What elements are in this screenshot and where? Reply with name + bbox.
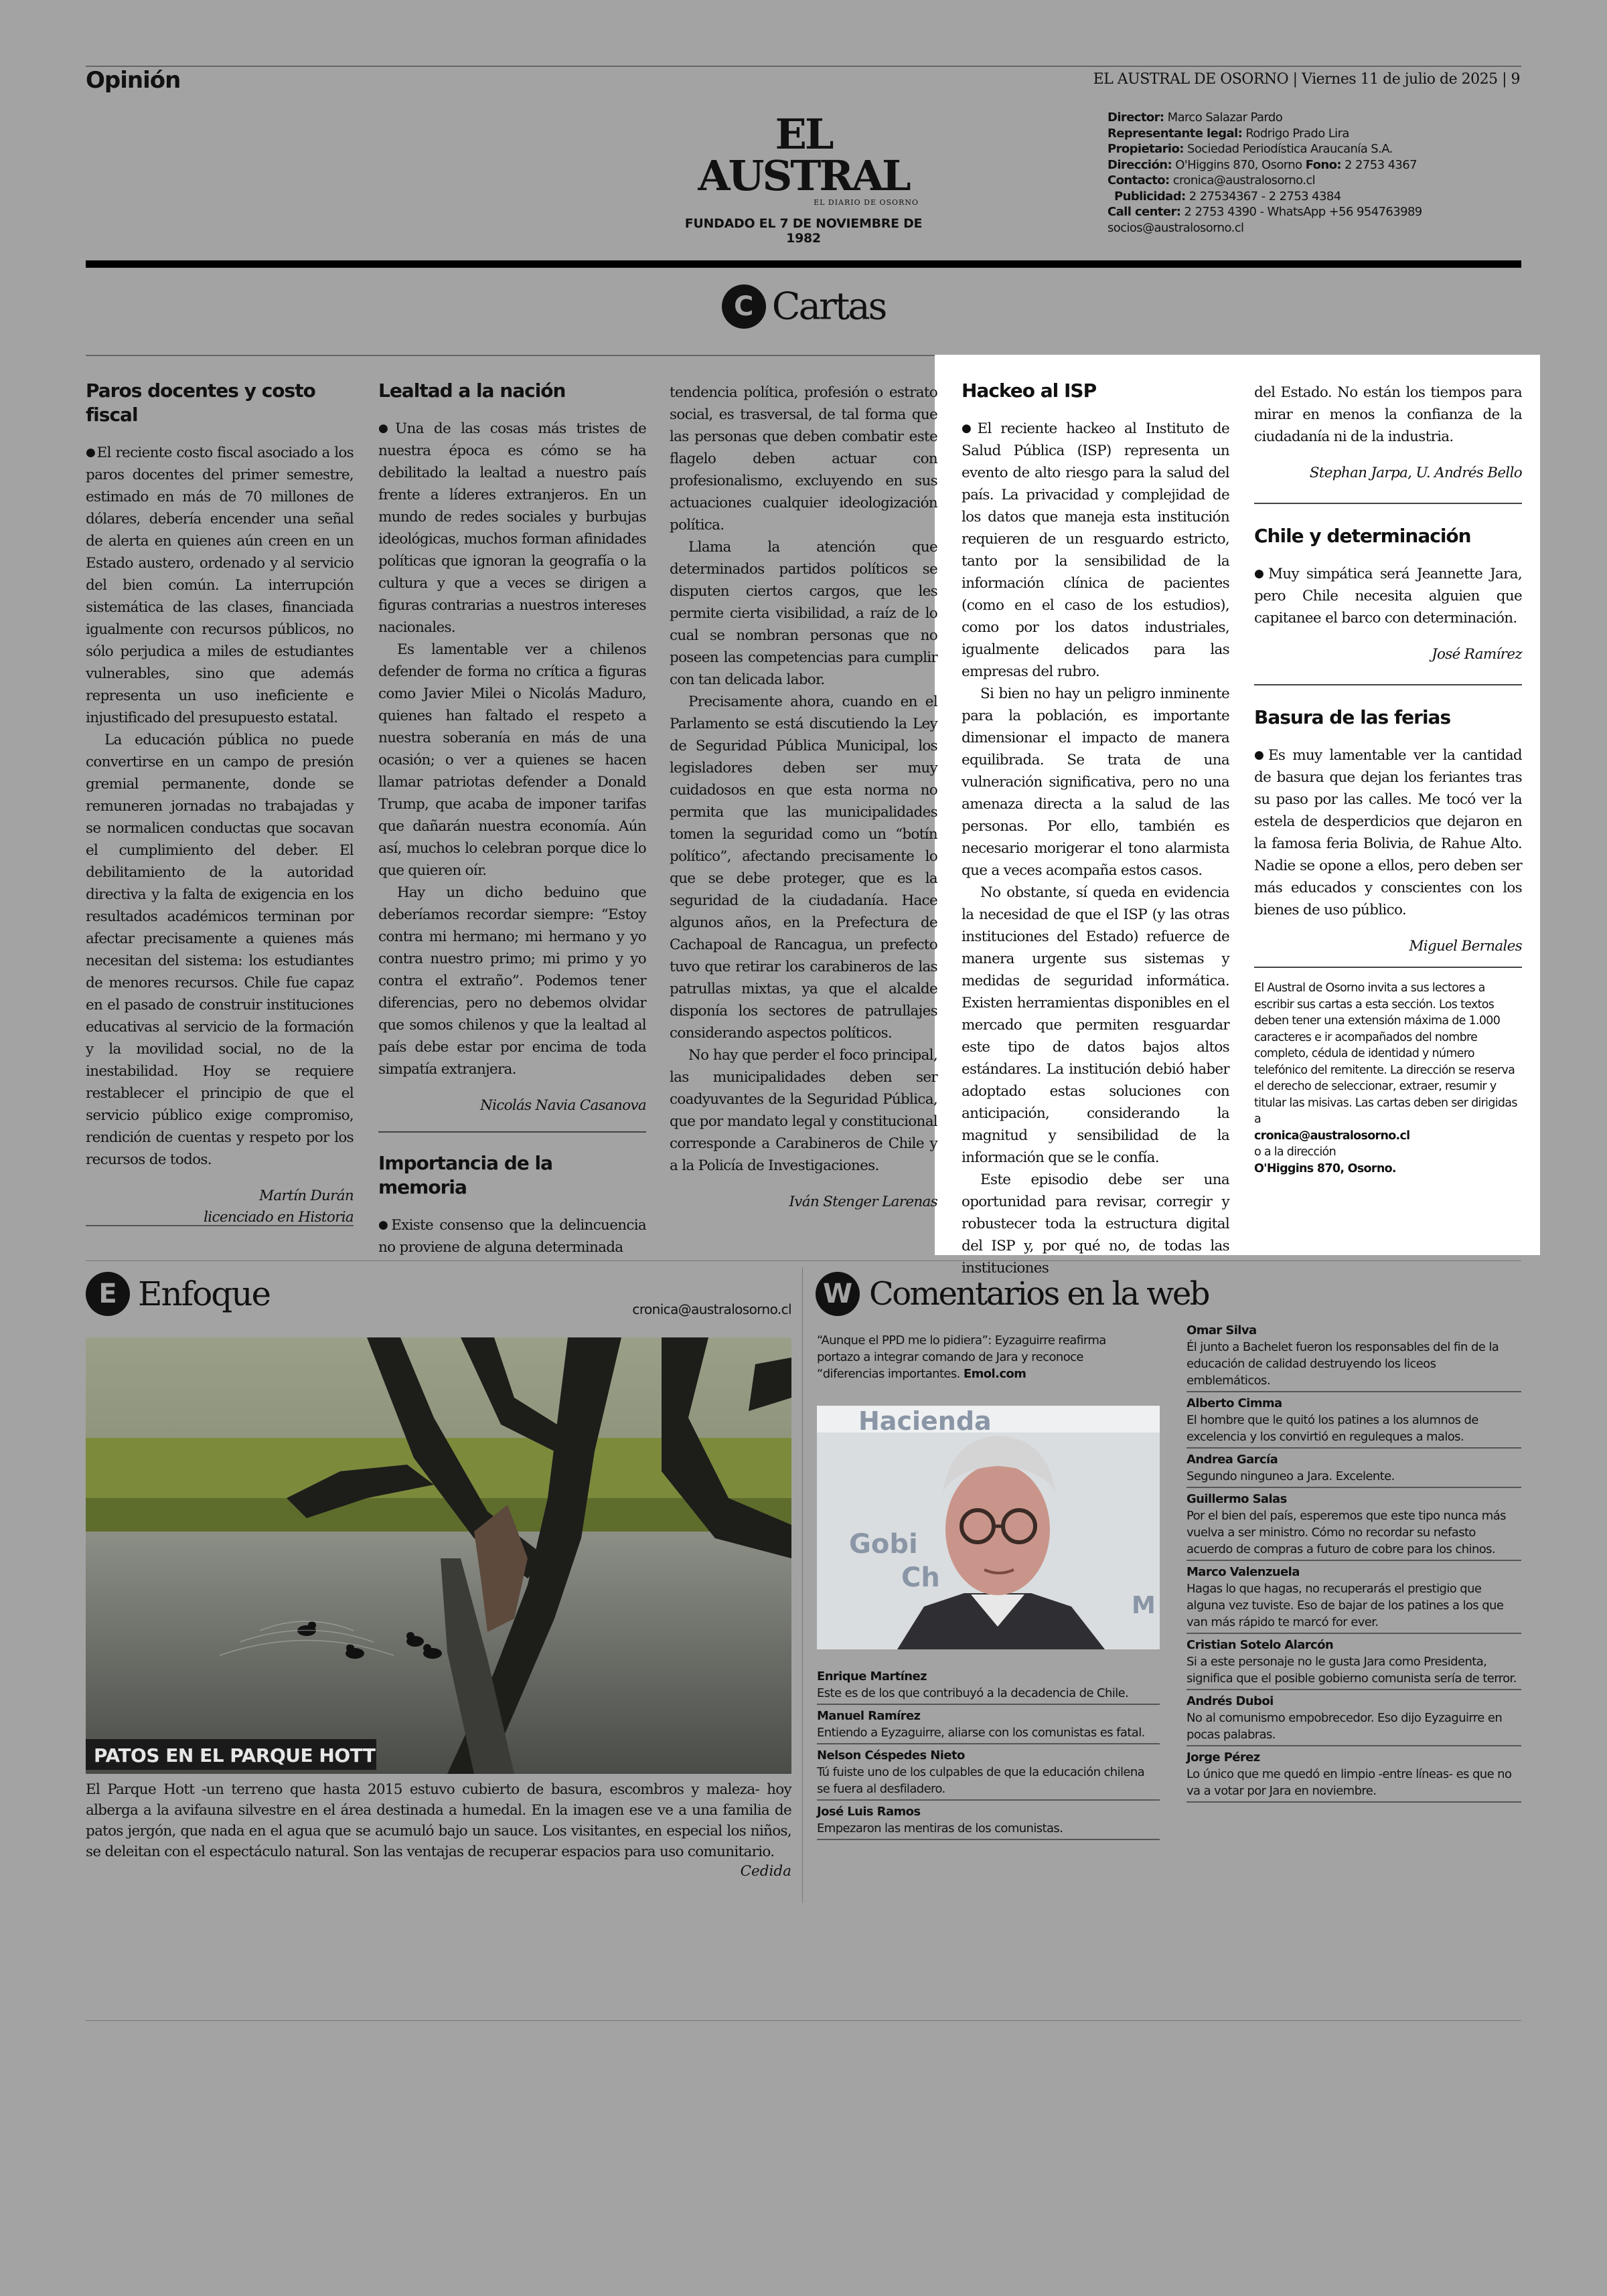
- letter-signature: Stephan Jarpa, U. Andrés Bello: [1309, 465, 1522, 481]
- letter-paragraph: ● El reciente hackeo al Instituto de Salud Pública (ISP) representa un evento de alto riesgo para la salud del país. La privacidad y complejidad de los datos que maneja esta institución requieren de un resguardo estricto, tanto por la sensibilidad de la información clínica de pacientes (como en el caso de los estudios), como por los datos industriales, igualmente delicados para las empresas del rubro.: [962, 418, 1229, 683]
- letter-memoria-cont: [670, 382, 937, 1213]
- comment-author: Cristian Sotelo Alarcón: [1187, 1638, 1334, 1652]
- letter-hackeo: [962, 379, 1229, 1279]
- enfoque-e-icon: E: [86, 1272, 130, 1316]
- vertical-divider: [802, 1267, 803, 1903]
- letter-title: Paros docentes y costo fiscal: [86, 380, 315, 426]
- staff-value: 2 27534367 - 2 2753 4384: [1185, 189, 1341, 203]
- letter-paragraph: No obstante, sí queda en evidencia la necesidad de que el ISP (y las otras instituciones del Estado) refuerce de manera urgente sus sistemas y medidas de seguridad informática. Existen herramientas disponibles en el mercado que permiten resguardar este tipo de datos bajos altos estándares. La institución debió haber adoptado estas soluciones con anticipación, considerando la magnitud y sensibilidad de la información que se le confía.: [962, 884, 1229, 1166]
- staff-value: socios@australosorno.cl: [1107, 220, 1244, 235]
- comment-text: Lo único que me quedó en limpio -entre líneas- es que no va a votar por Jara en noviembre.: [1187, 1767, 1512, 1798]
- separator: [378, 1131, 646, 1133]
- letter-paragraph: La educación pública no puede convertirse en un campo de presión gremial permanente, donde se remuneren jornadas no trabajadas y se normalicen conductas que socavan el cumplimiento del deber. El debilitamiento de la autoridad directiva y la falta de exigencia en los resultados académicos terminan por afectar precisamente a quienes más necesitan del sistema: los estudiantes de menores recursos. Chile fue capaz en el pasado de construir instituciones educativas al servicio de la formación y la movilidad social, no de la inestabilidad. Hoy se requiere restablecer el principio de que el servicio público exige compromiso, rendición de cuentas y respeto por los recursos de todos.: [86, 732, 354, 1168]
- folio: EL AUSTRAL DE OSORNO | Viernes 11 de julio de 2025 | 9: [1093, 71, 1520, 88]
- letter-paragraph: Llama la atención que determinados partidos políticos se disputen ciertos cargos, que les permite cierta visibilidad, a raíz de lo cual se nombran personas que no poseen las competencias para cumplir con tan delicada labor.: [670, 539, 937, 688]
- staff-label: Dirección:: [1107, 157, 1172, 172]
- letter-paragraph: Es lamentable ver a chilenos defender de forma no crítica a figuras como Javier Milei o Nicolás Maduro, quienes han faltado el respeto a nuestra soberanía en más de una ocasión; o ver a quienes se hacen llamar patriotas defender a Donald Trump, que acaba de imponer tarifas que dañarán nuestra economía. Aún así, muchos lo celebran porque dice lo que quieren oír.: [378, 641, 646, 879]
- comment-item: [1187, 1491, 1521, 1561]
- letter-lealtad: [378, 379, 646, 1258]
- comments-right: [1187, 1322, 1521, 1805]
- comment-author: Marco Valenzuela: [1187, 1565, 1300, 1579]
- letter-paragraph: Si bien no hay un peligro inminente para la población, es importante dimensionar el impacto de manera equilibrada. Se trata de una vulneración significativa, pero no una amenaza directa a la salud de las personas. Por ello, también es necesario morigerar el tono alarmista que a veces acompaña estos casos.: [962, 685, 1229, 879]
- staff-line: [1107, 110, 1523, 126]
- letter-title: Lealtad a la nación: [378, 380, 566, 402]
- letter-signature: Nicolás Navia Casanova: [479, 1097, 646, 1114]
- top-rule: [86, 66, 1521, 67]
- comment-item: [817, 1803, 1160, 1840]
- staff-value: 2 2753 4390 - WhatsApp +56 954763989: [1180, 205, 1422, 219]
- staff-line: [1107, 173, 1523, 189]
- submission-note: [1254, 980, 1522, 1177]
- enfoque-header: [86, 1272, 270, 1316]
- letter-paragraph: Hay un dicho beduino que deberíamos recordar siempre: “Estoy contra mi hermano; mi hermano y yo contra nuestro primo; mi primo y yo contra el extraño”. Podemos tener diferencias, pero no debemos olvidar que somos chilenos y que la lealtad al país debe estar por encima de toda simpatía extranjera.: [378, 884, 646, 1078]
- note-or: o a la dirección: [1254, 1145, 1336, 1159]
- web-w-icon: W: [816, 1272, 860, 1316]
- letter-paros: [86, 379, 354, 1228]
- staff-label: Propietario:: [1107, 142, 1184, 156]
- comment-author: Andrés Duboi: [1187, 1694, 1274, 1708]
- cartas-header: [0, 284, 1607, 329]
- letter-paragraph: ● Existe consenso que la delincuencia no proviene de alguna determinada: [378, 1214, 646, 1258]
- letters-col5: [1254, 382, 1522, 1177]
- enfoque-credit: Cedida: [740, 1863, 791, 1880]
- staff-value: cronica@australosorno.cl: [1169, 173, 1316, 187]
- comment-item: [1187, 1637, 1521, 1690]
- comment-item: [1187, 1749, 1521, 1803]
- section-label: Opinión: [86, 67, 181, 94]
- letter-title: Importancia de la memoria: [378, 1152, 553, 1198]
- bottom-section-rule: [86, 1260, 1521, 1261]
- web-headline: “Aunque el PPD me lo pidiera”: Eyzaguirre reafirma portazo a integrar comando de Jara y reconoce “diferencias importantes.: [817, 1333, 1106, 1381]
- staff-line: [1107, 141, 1523, 157]
- web-source: Emol.com: [963, 1367, 1026, 1381]
- letter-paragraph: ● El reciente costo fiscal asociado a los paros docentes del primer semestre, estimado en más de 70 millones de dólares, debería encender una señal de alerta en quienes aún creen en un Estado austero, ordenado y al servicio del bien común. La interrupción sistemática de las clases, financiada igualmente con recursos públicos, no sólo perjudica a miles de estudiantes vulnerables, sino que además representa un uso ineficiente e injustificado del presupuesto estatal.: [86, 442, 354, 729]
- backdrop-text-1: Hacienda: [858, 1406, 992, 1436]
- letter-paragraph: ● Muy simpática será Jeannette Jara, pero Chile necesita alguien que capitanee el barco con determinación.: [1254, 563, 1522, 629]
- founded-line: FUNDADO EL 7 DE NOVIEMBRE DE 1982: [684, 216, 923, 246]
- comment-item: [1187, 1395, 1521, 1449]
- col1-rule: [86, 1225, 354, 1226]
- letter-paragraph: ● Es muy lamentable ver la cantidad de basura que dejan los feriantes tras su paso por las calles. Me tocó ver la estela de desperdicios que dejaron en la famosa feria Bolivia, de Rahue Alto. Nadie se opone a ellos, pero deben ser más educados y conscientes con los bienes de uso público.: [1254, 744, 1522, 921]
- comment-author: José Luis Ramos: [817, 1805, 921, 1819]
- enfoque-email: cronica@australosorno.cl: [632, 1301, 791, 1317]
- letter-paragraph: del Estado. No están los tiempos para mirar en menos la confianza de la ciudadanía ni de la industria.: [1254, 384, 1522, 445]
- comment-author: Alberto Cimma: [1187, 1396, 1282, 1410]
- photo-label: PATOS EN EL PARQUE HOTT: [94, 1744, 376, 1767]
- comment-author: Andrea García: [1187, 1453, 1278, 1467]
- comment-author: Manuel Ramírez: [817, 1709, 921, 1723]
- enfoque-photo: [86, 1337, 791, 1774]
- letter-signature: Martín Durán: [259, 1187, 354, 1204]
- comment-author: Nelson Céspedes Nieto: [817, 1748, 965, 1762]
- backdrop-text-3: Ch: [901, 1562, 940, 1593]
- masthead-logo: EL AUSTRAL: [698, 110, 909, 200]
- staff-line: [1107, 157, 1523, 173]
- separator: [1254, 684, 1522, 685]
- staff-box: [1107, 110, 1523, 236]
- letter-signature-title: licenciado en Historia: [204, 1209, 354, 1226]
- letter-signature: Miguel Bernales: [1409, 938, 1522, 955]
- enfoque-title: Enfoque: [138, 1275, 271, 1313]
- staff-value: Sociedad Periodística Araucanía S.A.: [1183, 142, 1393, 156]
- comment-text: No al comunismo empobrecedor. Eso dijo Eyzaguirre en pocas palabras.: [1187, 1711, 1503, 1742]
- note-address: O'Higgins 870, Osorno.: [1254, 1161, 1396, 1175]
- phone-label: Fono:: [1305, 157, 1341, 172]
- comment-item: [817, 1668, 1160, 1705]
- masthead-block: [670, 110, 937, 246]
- note-email: cronica@australosorno.cl: [1254, 1129, 1410, 1143]
- staff-line: [1107, 220, 1523, 236]
- header-thick-rule: [86, 260, 1521, 268]
- letter-title: Hackeo al ISP: [962, 380, 1097, 402]
- staff-label: Representante legal:: [1107, 126, 1243, 141]
- comment-text: Entiendo a Eyzaguirre, aliarse con los comunistas es fatal.: [817, 1726, 1145, 1740]
- letter-paragraph: ● Una de las cosas más tristes de nuestra época es cómo se ha debilitado la lealtad a nuestro país frente a líderes extranjeros. En un mundo de redes sociales y burbujas ideológicas, muchos forman afinidades políticas que ignoran la geografía o la cultura y que a veces se dirigen a figuras contrarias a nuestros intereses nacionales.: [378, 418, 646, 639]
- web-headline-block: [817, 1332, 1118, 1382]
- comment-author: Omar Silva: [1187, 1323, 1257, 1337]
- enfoque-caption: El Parque Hott -un terreno que hasta 2015 estuvo cubierto de basura, escombros y maleza- hoy alberga a la avifauna silvestre en el área destinada a humedal. En la imagen ese ve a una familia de patos jergón, que nada en el agua que se acumuló bajo un sauce. Los visitantes, en especial los niños, se deleitan con el espectáculo natural. Son las ventajas de recuperar espacios para uso comunitario.: [86, 1781, 791, 1860]
- cartas-rule: [86, 355, 935, 356]
- staff-value: Marco Salazar Pardo: [1164, 110, 1283, 125]
- letter-signature: Iván Stenger Larenas: [789, 1194, 937, 1210]
- phone-value: 2 2753 4367: [1341, 157, 1417, 172]
- cartas-title: Cartas: [771, 284, 886, 329]
- separator: [1254, 503, 1522, 504]
- portrait-image: [817, 1406, 1160, 1649]
- comment-text: Empezaron las mentiras de los comunistas.: [817, 1821, 1063, 1835]
- comment-item: [817, 1708, 1160, 1744]
- staff-value: Rodrigo Prado Lira: [1242, 126, 1349, 141]
- comment-text: Él junto a Bachelet fueron los responsables del fin de la educación de calidad destruyendo los liceos emblemáticos.: [1187, 1340, 1499, 1388]
- comment-text: Hagas lo que hagas, no recuperarás el prestigio que alguna vez tuviste. Eso de bajar de los patines a los que van más rápido te marcó for ever.: [1187, 1582, 1504, 1629]
- staff-line: [1107, 126, 1523, 142]
- web-photo: [817, 1406, 1160, 1649]
- backdrop-text-4: M: [1132, 1592, 1156, 1619]
- comments-left: [817, 1668, 1160, 1843]
- letter-paragraph: No hay que perder el foco principal, las municipalidades deben ser coadyuvantes de la Seguridad Pública, que por mandato legal y constitucional corresponde a Carabineros de Chile y a la Policía de Investigaciones.: [670, 1047, 937, 1174]
- comment-text: Por el bien del país, esperemos que este tipo nunca más vuelva a ser ministro. Cómo no recordar su nefasto acuerdo de compras a futuro de cobre para los chinos.: [1187, 1509, 1506, 1556]
- web-header: [816, 1272, 1209, 1316]
- staff-label: Director:: [1107, 110, 1164, 125]
- comment-author: Jorge Pérez: [1187, 1750, 1260, 1765]
- comment-text: Este es de los que contribuyó a la decadencia de Chile.: [817, 1686, 1129, 1700]
- comment-item: [1187, 1322, 1521, 1392]
- web-title: Comentarios en la web: [869, 1275, 1209, 1313]
- staff-label: Publicidad:: [1114, 189, 1186, 203]
- comment-author: Guillermo Salas: [1187, 1492, 1287, 1506]
- comment-item: [1187, 1693, 1521, 1746]
- comment-author: Enrique Martínez: [817, 1669, 927, 1684]
- cartas-c-icon: C: [722, 284, 766, 329]
- letter-title: Basura de las ferias: [1254, 706, 1451, 728]
- park-scene-image: [86, 1337, 791, 1774]
- staff-line: [1107, 204, 1523, 220]
- letter-title: Chile y determinación: [1254, 525, 1471, 547]
- note-text: El Austral de Osorno invita a sus lectores a escribir sus cartas a esta sección. Los textos deben tener una extensión máxima de 1.000 caracteres e ir acompañados del nombre completo, cédula de identidad y número telefónico del remitente. La dirección se reserva el derecho de seleccionar, extraer, resumir y titular las misivas. Las cartas deben ser dirigidas a: [1254, 981, 1517, 1126]
- comment-item: [1187, 1451, 1521, 1488]
- letter-paragraph: tendencia política, profesión o estrato social, es trasversal, de tal forma que las personas que deben combatir este flagelo deben actuar con profesionalismo, excluyendo en sus actuaciones cualquier ideologización política.: [670, 384, 937, 534]
- backdrop-text-2: Gobi: [849, 1529, 918, 1560]
- staff-line: [1107, 189, 1523, 205]
- staff-value: O'Higgins 870, Osorno: [1172, 157, 1306, 172]
- staff-label: Call center:: [1107, 205, 1181, 219]
- page-bottom-rule: [86, 2020, 1521, 2021]
- comment-text: El hombre que le quitó los patines a los alumnos de excelencia y los convirtió en reguleques a malos.: [1187, 1413, 1478, 1444]
- letter-paragraph: Este episodio debe ser una oportunidad para revisar, corregir y robustecer toda la estructura digital del ISP y, por qué no, de todas las instituciones: [962, 1171, 1229, 1277]
- letter-paragraph: Precisamente ahora, cuando en el Parlamento se está discutiendo la Ley de Seguridad Pública Municipal, los legisladores deben ser muy cuidadosos en que esta norma no permita que las municipalidades tomen la seguridad como un “botín político”, afectando precisamente lo que se debe proteger, que es la seguridad de la ciudadanía. Hace algunos años, en la Prefectura de Cachapoal de Rancagua, un prefecto tuvo que retirar los carabineros de las patrullas mixtas, ya que el alcalde disponía los sectores de patrullajes considerando aspectos políticos.: [670, 693, 937, 1042]
- comment-item: [817, 1747, 1160, 1801]
- comment-text: Segundo ninguneo a Jara. Excelente.: [1187, 1469, 1395, 1483]
- comment-text: Tú fuiste uno de los culpables de que la educación chilena se fuera al desfiladero.: [817, 1765, 1145, 1796]
- separator: [1254, 967, 1522, 968]
- masthead-subtitle: EL DIARIO DE OSORNO: [814, 198, 919, 207]
- comment-text: Si a este personaje no le gusta Jara como Presidenta, significa que el posible gobierno comunista sería de terror.: [1187, 1655, 1517, 1686]
- comment-item: [1187, 1564, 1521, 1634]
- staff-label: Contacto:: [1107, 173, 1170, 187]
- letter-signature: José Ramírez: [1432, 646, 1522, 663]
